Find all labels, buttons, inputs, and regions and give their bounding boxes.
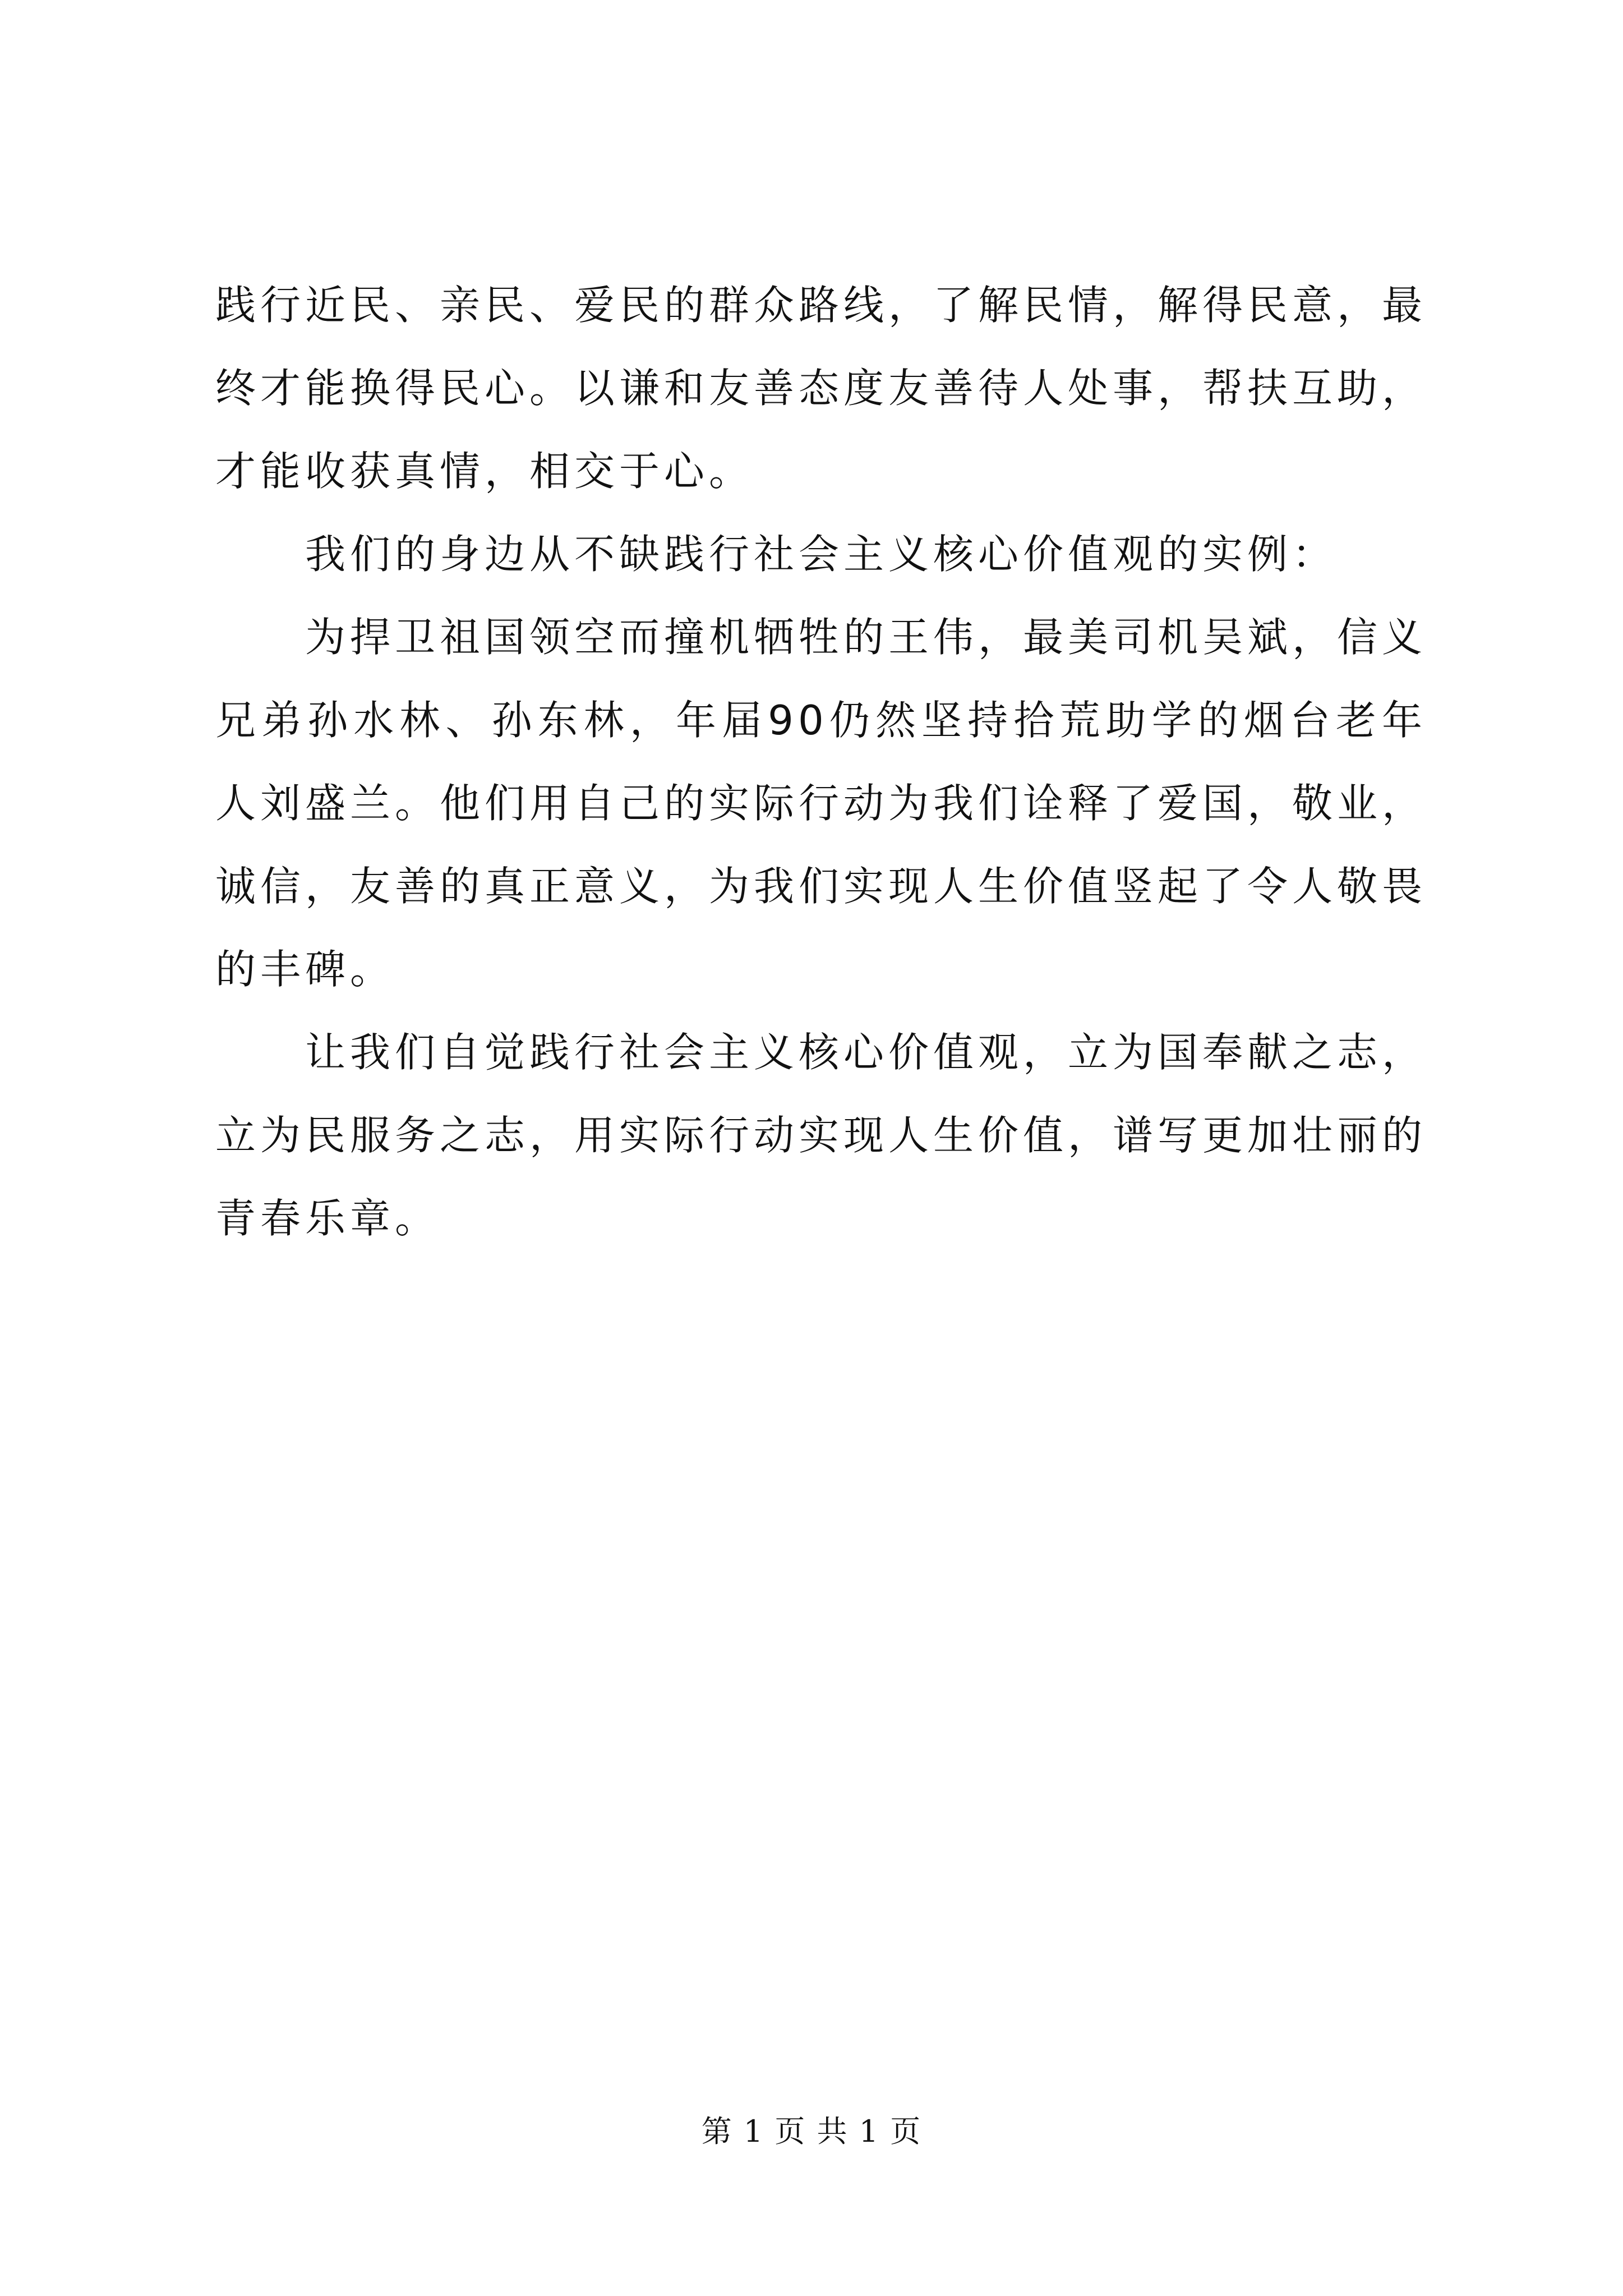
paragraph-conclusion: 让我们自觉践行社会主义核心价值观，立为国奉献之志，立为民服务之志，用实际行动实现人生价值，谱写更加壮丽的青春乐章。 xyxy=(215,1029,1427,1242)
paragraph-examples: 为捍卫祖国领空而撞机牺牲的王伟，最美司机吴斌，信义兄弟孙水林、孙东林，年届90仍然坚持拾荒助学的烟台老年人刘盛兰。他们用自己的实际行动为我们诠释了爱国，敬业，诚信，友善的真正意义，为我们实现人生价值竖起了令人敬畏的丰碑。 xyxy=(215,614,1427,993)
document-body xyxy=(215,264,1427,1260)
paragraph-continuation: 践行近民、亲民、爱民的群众路线，了解民情，解得民意，最终才能换得民心。以谦和友善态度友善待人处事，帮扶互助，才能收获真情，相交于心。 xyxy=(215,282,1427,495)
paragraph-intro-examples: 我们的身边从不缺践行社会主义核心价值观的实例： xyxy=(305,531,1338,578)
page-footer: 第 1 页 共 1 页 xyxy=(701,2114,922,2149)
